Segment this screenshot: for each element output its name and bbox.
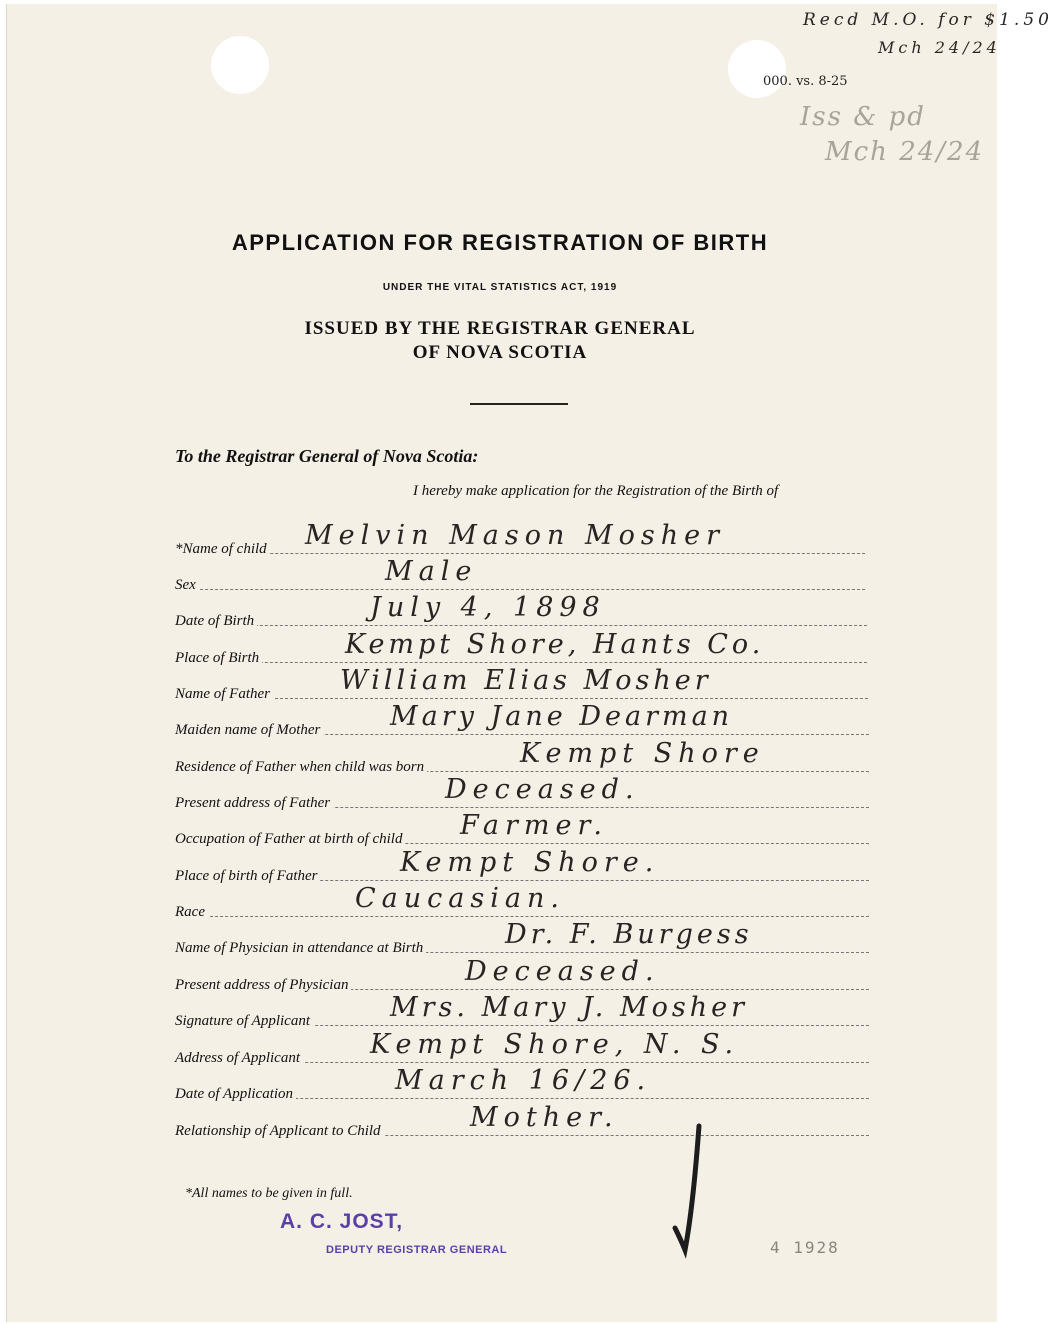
field-race [175, 883, 869, 920]
punch-hole-left [211, 36, 269, 94]
check-mark-icon [665, 1118, 725, 1258]
field-value: Kempt Shore, Hants Co. [345, 629, 765, 660]
receipt-note-date: Mch 24/24 [878, 38, 1001, 57]
field-father-residence [175, 738, 869, 775]
field-value: Deceased. [445, 774, 640, 805]
form-number: 000. vs. 8-25 [763, 74, 848, 89]
punch-hole-right [728, 40, 786, 98]
field-value: Deceased. [465, 956, 660, 987]
footnote: *All names to be given in full. [185, 1186, 353, 1201]
field-label: Date of Application [175, 1086, 296, 1103]
field-applicant-address [175, 1029, 869, 1066]
field-label: Race [175, 904, 208, 921]
field-father-address [175, 774, 869, 811]
issuer-line-2: OF NOVA SCOTIA [412, 342, 588, 363]
intro-text: I hereby make application for the Registration of the Birth of [413, 483, 779, 499]
deputy-registrar-stamp-name: A. C. JOST, [280, 1210, 404, 1233]
field-label: Place of Birth [175, 650, 262, 667]
field-place-of-birth [175, 629, 867, 666]
field-label: Maiden name of Mother [175, 722, 323, 739]
field-label: Date of Birth [175, 613, 257, 630]
field-label: Occupation of Father at birth of child [175, 831, 405, 848]
issuer-line-1: ISSUED BY THE REGISTRAR GENERAL [304, 318, 696, 339]
field-value: March 16/26. [395, 1065, 652, 1096]
field-value: Mary Jane Dearman [390, 701, 734, 732]
field-value: William Elias Mosher [340, 665, 712, 696]
field-value: Kempt Shore, N. S. [370, 1029, 740, 1060]
receipt-note: Recd M.O. for $1.50 [803, 10, 1053, 30]
field-value: July 4, 1898 [370, 592, 606, 623]
field-label: Residence of Father when child was born [175, 759, 427, 776]
field-label: Present address of Father [175, 795, 333, 812]
field-date-of-birth [175, 592, 867, 629]
field-child-name [175, 520, 865, 557]
pencil-note-date: Mch 24/24 [825, 137, 985, 167]
field-label: Name of Father [175, 686, 273, 703]
field-value: Male [385, 556, 478, 587]
field-father-name [175, 665, 868, 702]
header-divider [470, 403, 568, 405]
field-father-occupation [175, 810, 869, 847]
field-value: Farmer. [460, 810, 609, 841]
field-label: Place of birth of Father [175, 868, 320, 885]
field-value: Kempt Shore [520, 738, 765, 769]
field-mother-maiden-name [175, 701, 869, 738]
field-label: Name of Physician in attendance at Birth [175, 940, 426, 957]
field-applicant-relationship [175, 1102, 869, 1139]
field-label: Relationship of Applicant to Child [175, 1123, 384, 1140]
deputy-registrar-stamp-title: DEPUTY REGISTRAR GENERAL [326, 1244, 508, 1256]
form-title: APPLICATION FOR REGISTRATION OF BIRTH [231, 230, 769, 255]
field-label: Present address of Physician [175, 977, 351, 994]
field-label: Signature of Applicant [175, 1013, 313, 1030]
field-application-date [175, 1065, 869, 1102]
field-physician-name [175, 919, 869, 956]
salutation: To the Registrar General of Nova Scotia: [175, 446, 479, 466]
field-value: Mrs. Mary J. Mosher [390, 992, 748, 1023]
field-label: Sex [175, 577, 199, 594]
field-sex [175, 556, 865, 593]
field-applicant-signature [175, 992, 869, 1029]
pencil-note: Iss & pd [800, 102, 926, 132]
field-value: Dr. F. Burgess [505, 919, 753, 950]
field-value: Mother. [470, 1102, 619, 1133]
field-value: Caucasian. [355, 883, 565, 914]
form-subtitle: UNDER THE VITAL STATISTICS ACT, 1919 [382, 282, 618, 293]
field-value: Kempt Shore. [400, 847, 660, 878]
field-physician-address [175, 956, 869, 993]
field-label: Address of Applicant [175, 1050, 303, 1067]
date-stamp: 4 1928 [770, 1238, 840, 1257]
field-father-birthplace [175, 847, 869, 884]
field-value: Melvin Mason Mosher [305, 520, 725, 551]
field-label: *Name of child [175, 541, 270, 558]
